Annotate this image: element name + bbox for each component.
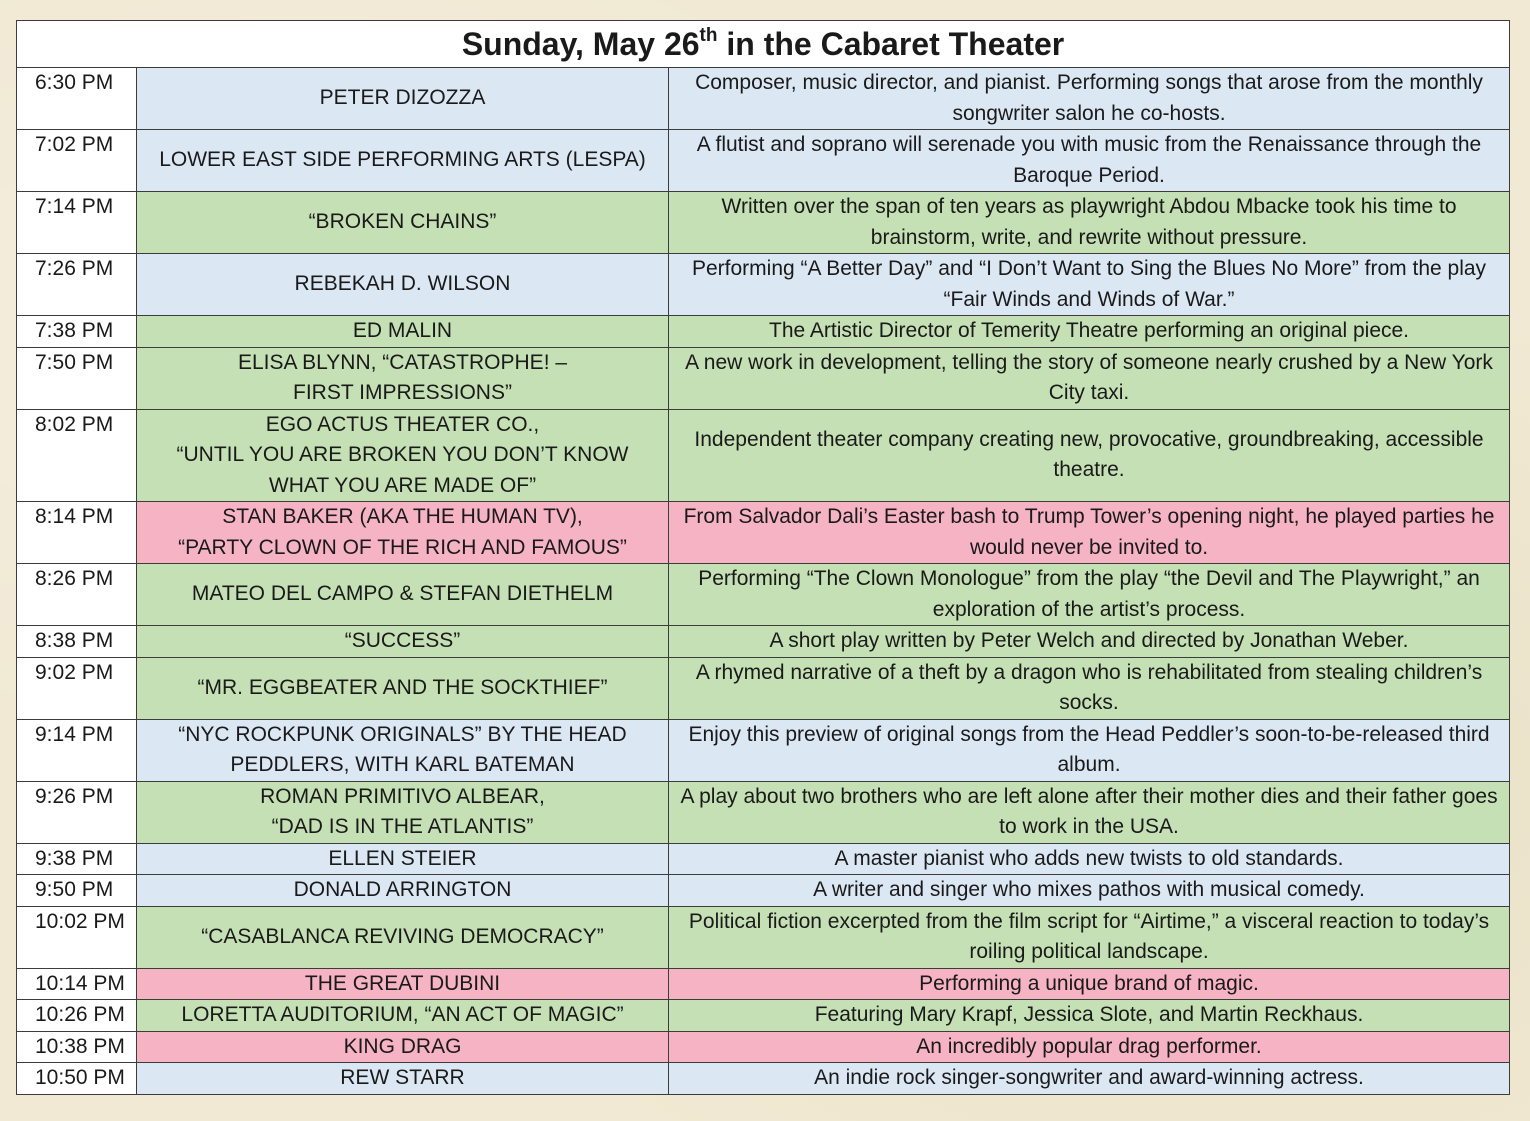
schedule-row (17, 316, 1510, 348)
performer-line: THE GREAT DUBINI (304, 971, 501, 995)
performer-line: “BROKEN CHAINS” (308, 210, 497, 234)
performer-cell (137, 906, 669, 968)
time-cell: 9:26 PM (17, 781, 137, 843)
performer-cell (137, 192, 669, 254)
description-cell: Composer, music director, and pianist. Performing songs that arose from the monthly songwriter salon he co-hosts. (669, 68, 1510, 130)
time-cell: 10:38 PM (17, 1031, 137, 1063)
description-cell: Performing a unique brand of magic. (669, 968, 1510, 1000)
performer-line: “CASABLANCA REVIVING DEMOCRACY” (201, 924, 604, 948)
time-cell: 9:02 PM (17, 657, 137, 719)
performer-line: KING DRAG (343, 1034, 462, 1058)
schedule-row (17, 130, 1510, 192)
time-cell: 7:38 PM (17, 316, 137, 348)
performer-line: “NYC ROCKPUNK ORIGINALS” BY THE HEAD (178, 722, 627, 746)
schedule-rows (17, 68, 1510, 1095)
performer-line: REW STARR (340, 1066, 465, 1089)
time-cell: 8:02 PM (17, 409, 137, 502)
performer-cell (137, 1063, 669, 1095)
description-cell: A short play written by Peter Welch and directed by Jonathan Weber. (669, 626, 1510, 658)
schedule-row (17, 192, 1510, 254)
performer-cell (137, 843, 669, 875)
title-suffix: in the Cabaret Theater (717, 26, 1065, 62)
performer-line: EGO ACTUS THEATER CO., (265, 412, 540, 436)
performer-cell (137, 502, 669, 564)
performer-line: PEDDLERS, WITH KARL BATEMAN (230, 753, 575, 776)
time-cell: 8:26 PM (17, 564, 137, 626)
performer-line: “MR. EGGBEATER AND THE SOCKTHIEF” (197, 675, 608, 699)
description-cell: A new work in development, telling the story of someone nearly crushed by a New York City taxi. (669, 347, 1510, 409)
title-superscript: th (699, 25, 718, 47)
description-cell: The Artistic Director of Temerity Theatre performing an original piece. (669, 316, 1510, 348)
description-cell: Political fiction excerpted from the film script for “Airtime,” a visceral reaction to today’s roiling political landscape. (669, 906, 1510, 968)
time-cell: 9:14 PM (17, 719, 137, 781)
performer-line: WHAT YOU ARE MADE OF” (268, 473, 537, 497)
performer-line: “UNTIL YOU ARE BROKEN YOU DON’T KNOW (176, 443, 629, 466)
time-cell: 8:38 PM (17, 626, 137, 658)
performer-cell (137, 316, 669, 348)
time-cell: 7:26 PM (17, 254, 137, 316)
performer-line: PETER DIZOZZA (319, 86, 486, 110)
schedule-row (17, 657, 1510, 719)
description-cell: Performing “A Better Day” and “I Don’t Want to Sing the Blues No More” from the play “Fair Winds and Winds of War.” (669, 254, 1510, 316)
description-cell: A writer and singer who mixes pathos with musical comedy. (669, 875, 1510, 907)
schedule-row (17, 502, 1510, 564)
schedule-row (17, 719, 1510, 781)
time-cell: 10:14 PM (17, 968, 137, 1000)
schedule-row (17, 564, 1510, 626)
description-cell: Written over the span of ten years as playwright Abdou Mbacke took his time to brainstorm, write, and rewrite without pressure. (669, 192, 1510, 254)
time-cell: 9:38 PM (17, 843, 137, 875)
schedule-title (17, 21, 1510, 68)
description-cell: A flutist and soprano will serenade you with music from the Renaissance through the Baroque Period. (669, 130, 1510, 192)
schedule-row (17, 626, 1510, 658)
performer-cell (137, 564, 669, 626)
performer-line: LORETTA AUDITORIUM, “AN ACT OF MAGIC” (181, 1003, 624, 1026)
performer-line: “SUCCESS” (344, 629, 461, 652)
title-text: Sunday, May 26 (461, 26, 700, 62)
schedule-table (16, 20, 1510, 1095)
time-cell: 7:50 PM (17, 347, 137, 409)
schedule-row (17, 1000, 1510, 1032)
description-cell: Independent theater company creating new, provocative, groundbreaking, accessible theatre. (669, 409, 1510, 502)
description-cell: From Salvador Dali’s Easter bash to Trump Tower’s opening night, he played parties he would never be invited to. (669, 502, 1510, 564)
time-cell: 9:50 PM (17, 875, 137, 907)
performer-line: FIRST IMPRESSIONS” (293, 381, 512, 404)
description-cell: An indie rock singer-songwriter and award-winning actress. (669, 1063, 1510, 1095)
schedule-row (17, 875, 1510, 907)
schedule-row (17, 843, 1510, 875)
description-cell: Performing “The Clown Monologue” from the play “the Devil and The Playwright,” an exploration of the artist’s process. (669, 564, 1510, 626)
performer-cell (137, 781, 669, 843)
description-cell: An incredibly popular drag performer. (669, 1031, 1510, 1063)
description-cell: A rhymed narrative of a theft by a dragon who is rehabilitated from stealing children’s socks. (669, 657, 1510, 719)
time-cell: 7:14 PM (17, 192, 137, 254)
time-cell: 10:26 PM (17, 1000, 137, 1032)
performer-cell (137, 68, 669, 130)
performer-cell (137, 347, 669, 409)
performer-cell (137, 626, 669, 658)
time-cell: 10:02 PM (17, 906, 137, 968)
schedule-row (17, 68, 1510, 130)
schedule-row (17, 968, 1510, 1000)
performer-cell (137, 409, 669, 502)
time-cell: 7:02 PM (17, 130, 137, 192)
performer-line: ROMAN PRIMITIVO ALBEAR, (260, 784, 545, 808)
schedule-row (17, 1063, 1510, 1095)
performer-line: DONALD ARRINGTON (293, 878, 512, 901)
performer-line: “PARTY CLOWN OF THE RICH AND FAMOUS” (178, 535, 627, 559)
description-cell: Featuring Mary Krapf, Jessica Slote, and Martin Reckhaus. (669, 1000, 1510, 1032)
description-cell: A play about two brothers who are left alone after their mother dies and their father goes to work in the USA. (669, 781, 1510, 843)
time-cell: 10:50 PM (17, 1063, 137, 1095)
performer-cell (137, 1000, 669, 1032)
schedule-row (17, 1031, 1510, 1063)
schedule-row (17, 254, 1510, 316)
performer-cell (137, 254, 669, 316)
performer-cell (137, 968, 669, 1000)
description-cell: Enjoy this preview of original songs from the Head Peddler’s soon-to-be-released third album. (669, 719, 1510, 781)
description-cell: A master pianist who adds new twists to old standards. (669, 843, 1510, 875)
performer-line: REBEKAH D. WILSON (294, 272, 511, 296)
performer-cell (137, 657, 669, 719)
performer-line: ELISA BLYNN, “CATASTROPHE! – (237, 350, 568, 374)
performer-cell (137, 130, 669, 192)
performer-line: LOWER EAST SIDE PERFORMING ARTS (LESPA) (159, 148, 646, 172)
performer-line: STAN BAKER (AKA THE HUMAN TV), (222, 505, 583, 528)
performer-line: ELLEN STEIER (328, 846, 477, 870)
schedule-row (17, 781, 1510, 843)
performer-cell (137, 875, 669, 907)
performer-cell (137, 1031, 669, 1063)
performer-line: MATEO DEL CAMPO & STEFAN DIETHELM (191, 582, 614, 606)
schedule-row (17, 347, 1510, 409)
time-cell: 6:30 PM (17, 68, 137, 130)
time-cell: 8:14 PM (17, 502, 137, 564)
performer-line: “DAD IS IN THE ATLANTIS” (271, 815, 534, 838)
schedule-row (17, 906, 1510, 968)
performer-line: ED MALIN (352, 319, 453, 342)
performer-cell (137, 719, 669, 781)
schedule-row (17, 409, 1510, 502)
